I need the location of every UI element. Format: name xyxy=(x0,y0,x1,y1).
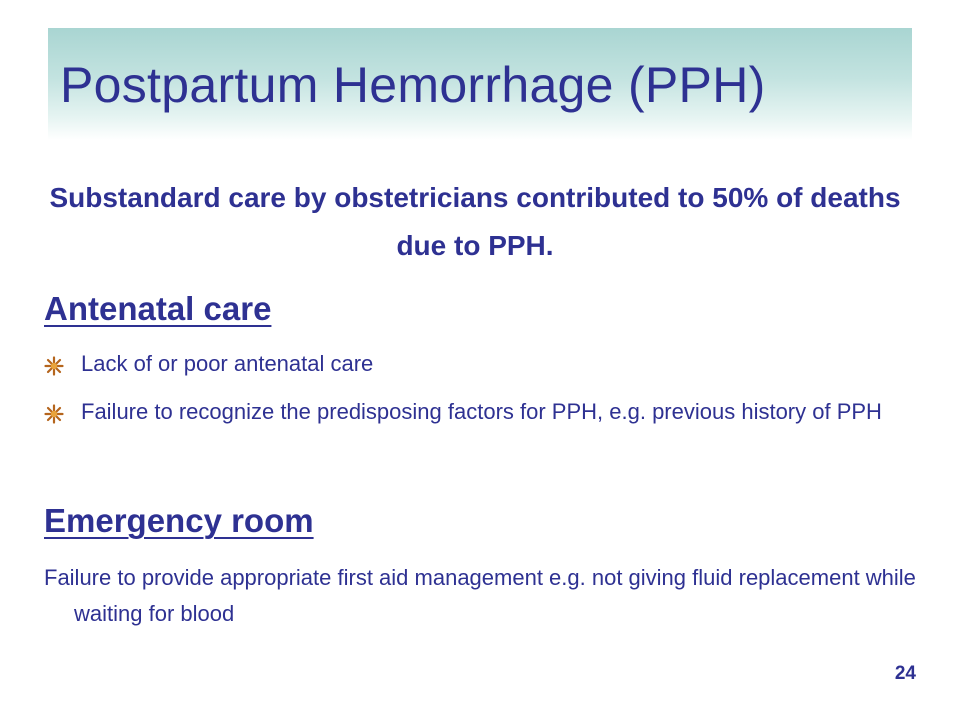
bullet-item xyxy=(44,394,924,430)
bullet-item xyxy=(44,346,924,382)
slide-subtitle: Substandard care by obstetricians contributed to 50% of deaths due to PPH. xyxy=(49,182,901,261)
page-number: 24 xyxy=(894,663,916,684)
section-heading-emergency-room: Emergency room xyxy=(44,502,314,539)
star-burst-icon xyxy=(44,404,64,424)
antenatal-care-bullet-list xyxy=(44,346,924,442)
slide-title: Postpartum Hemorrhage (PPH) xyxy=(60,57,766,113)
section-heading-antenatal-care: Antenatal care xyxy=(44,290,272,327)
bullet-text: Lack of or poor antenatal care xyxy=(81,351,374,376)
bullet-text: Failure to recognize the predisposing factors for PPH, e.g. previous history of PPH xyxy=(81,399,882,424)
emergency-room-text: Failure to provide appropriate first aid management e.g. not giving fluid replacement while waiting for blood xyxy=(44,565,916,626)
star-burst-icon xyxy=(44,356,64,376)
